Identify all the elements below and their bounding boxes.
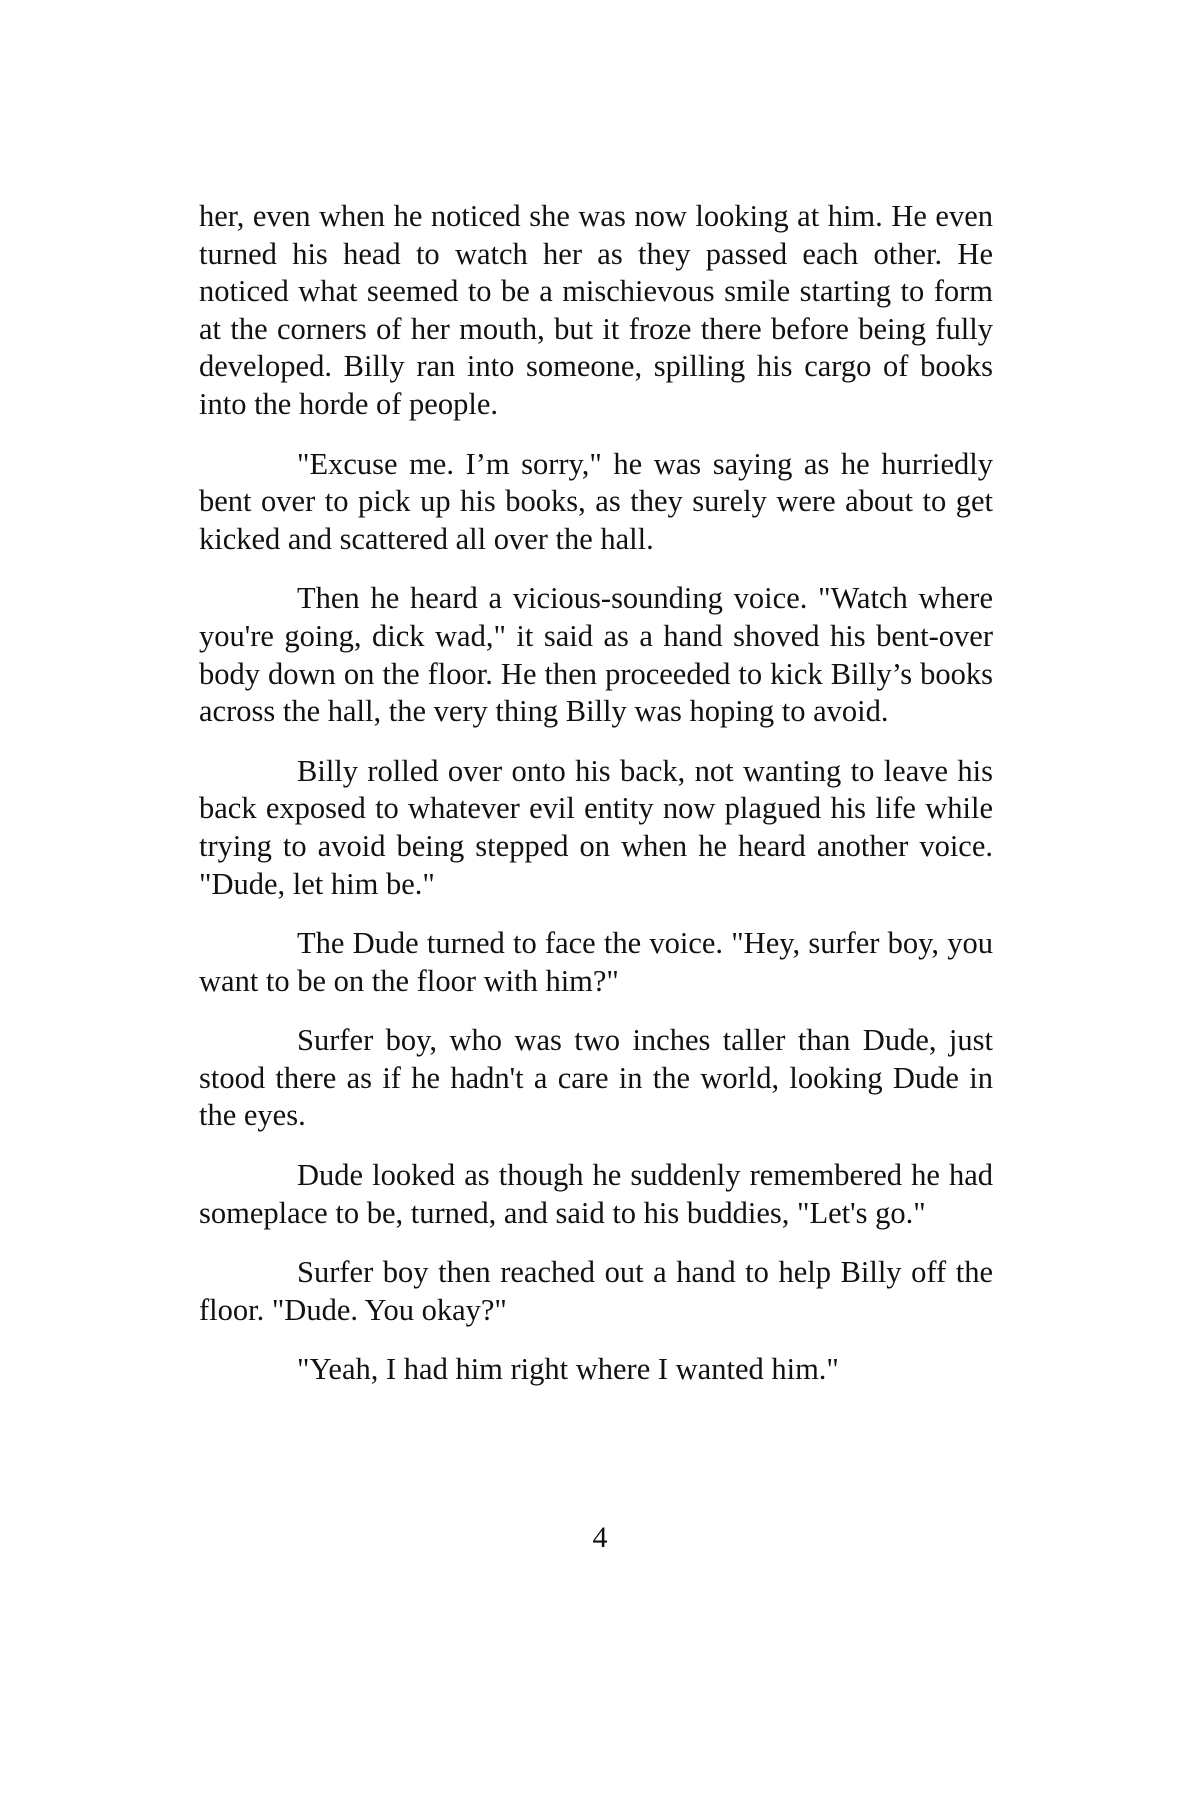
- paragraph-continuation: her, even when he noticed she was now looking at him. He even turned his head to watch her as they passed each other. He noticed what seemed to be a mischievous smile starting to form at the corners of her mouth, but it froze there before being fully developed. Billy ran into someone, spilling his cargo of books into the horde of people.: [199, 199, 993, 421]
- paragraph-dude-looked: Dude looked as though he suddenly remembered he had someplace to be, turned, and said to his buddies, "Let's go.": [199, 1158, 993, 1230]
- paragraph-dude-turned: The Dude turned to face the voice. "Hey, surfer boy, you want to be on the floor with him?": [199, 926, 993, 998]
- paragraph-billy-rolled: Billy rolled over onto his back, not wanting to leave his back exposed to whatever evil entity now plagued his life while trying to avoid being stepped on when he heard another voice. "Dude, let him be.": [199, 753, 993, 901]
- body-text: [199, 198, 993, 1411]
- paragraph-surfer-boy-help: Surfer boy then reached out a hand to help Billy off the floor. "Dude. You okay?": [199, 1255, 993, 1327]
- paragraph-excuse-me: "Excuse me. I’m sorry," he was saying as he hurriedly bent over to pick up his books, as they surely were about to get kicked and scattered all over the hall.: [199, 446, 993, 556]
- page-number: 4: [592, 1521, 608, 1554]
- paragraph-yeah: "Yeah, I had him right where I wanted him.": [297, 1352, 839, 1387]
- paragraph-surfer-boy-taller: Surfer boy, who was two inches taller than Dude, just stood there as if he hadn't a care in the world, looking Dude in the eyes.: [199, 1023, 993, 1133]
- paragraph-vicious-voice: Then he heard a vicious-sounding voice. "Watch where you're going, dick wad," it said as a hand shoved his bent-over body down on the floor. He then proceeded to kick Billy’s books across the hall, the very thing Billy was hoping to avoid.: [199, 581, 993, 729]
